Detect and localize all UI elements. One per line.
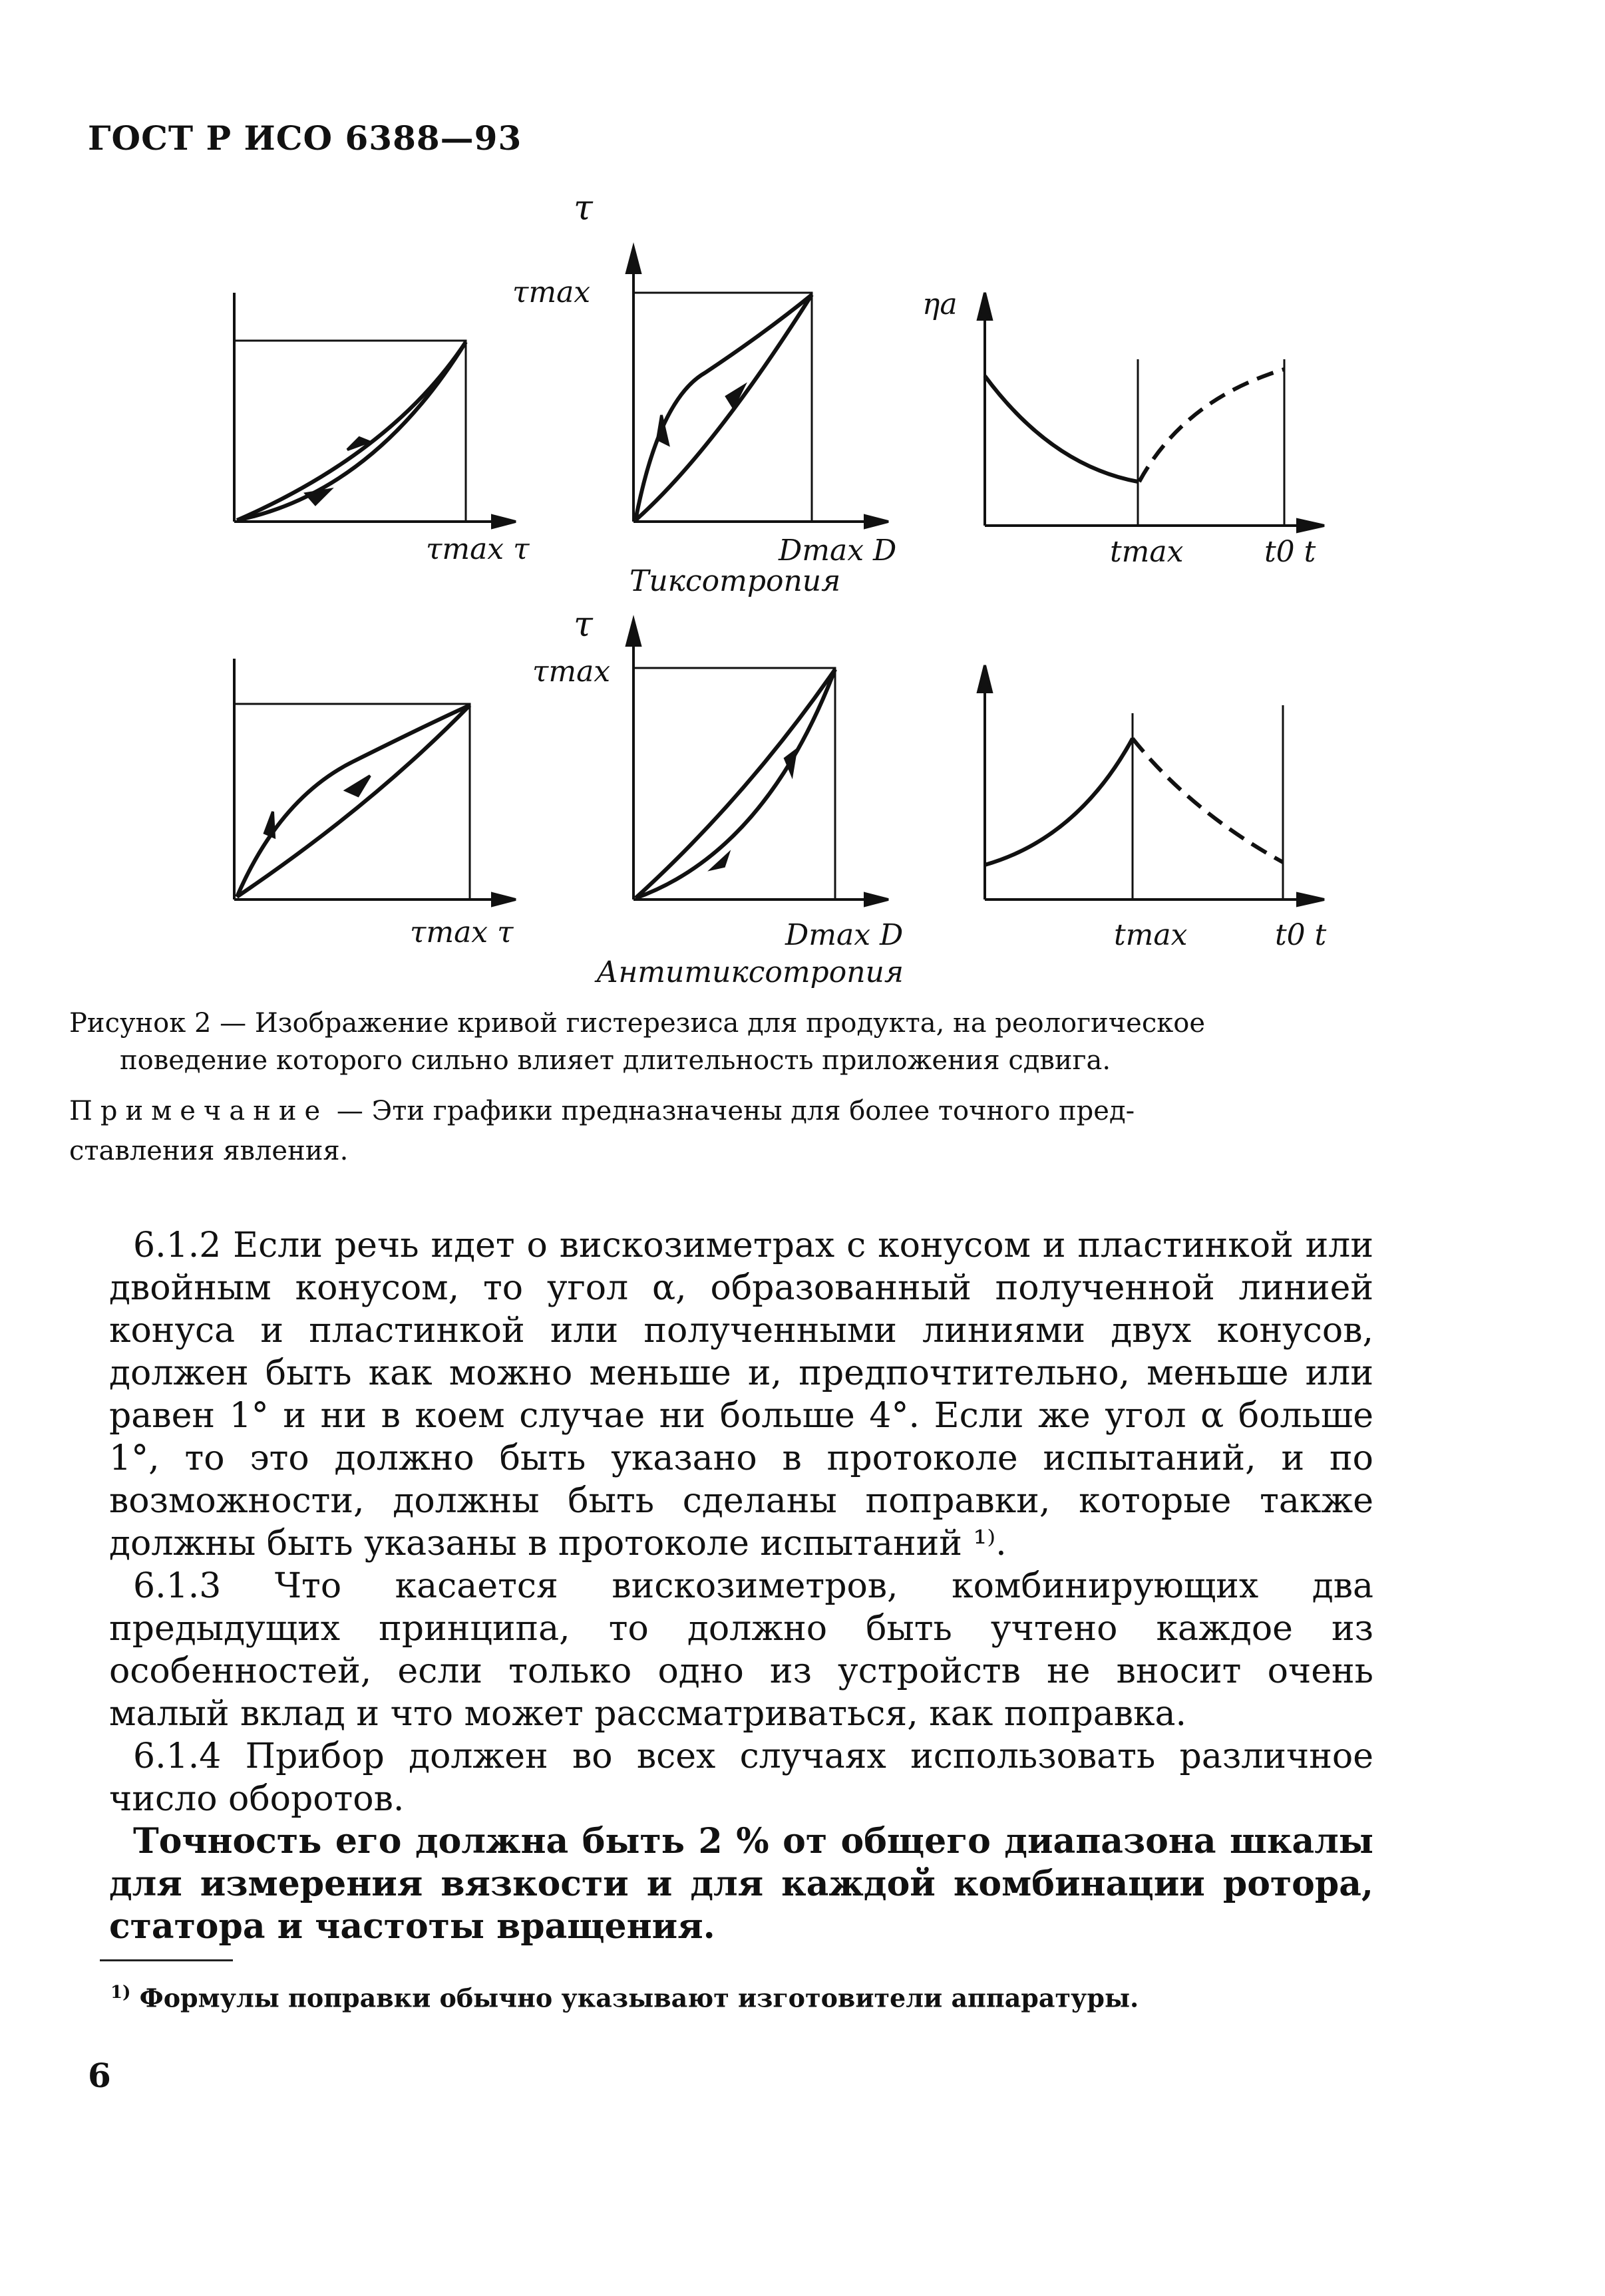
figure-note: [69, 1091, 1400, 1171]
document-header: ГОСТ Р ИСО 6388—93: [88, 118, 522, 158]
note-text-2: ставления явления.: [69, 1136, 349, 1166]
figure-caption: [69, 1005, 1553, 1079]
caption-line-2: поведение которого сильно влияет длительность приложения сдвига.: [120, 1045, 1111, 1076]
top-right-t0: t0 t: [1264, 535, 1316, 569]
top-mid-xlabel: Dmax D: [779, 534, 897, 568]
top-left-xlabel: τmax τ: [426, 532, 530, 566]
hysteresis-figure: [0, 0, 1605, 1011]
plot-top-mid: [627, 247, 888, 528]
footnote-marker: 1): [110, 1983, 131, 2003]
note-label: Примечание: [69, 1096, 329, 1126]
bottom-mid-ymax: τmax: [532, 655, 611, 689]
caption-line-1: Рисунок 2 — Изображение кривой гистерезиса для продукта, на реологическое: [69, 1008, 1205, 1039]
body-text: [109, 1224, 1373, 1948]
plot-bottom-right: [978, 665, 1324, 905]
top-right-tmax: tmax: [1110, 535, 1184, 569]
plot-top-right: [978, 293, 1324, 532]
plot-bottom-mid: [627, 620, 888, 905]
top-right-yaxis: ηa: [922, 287, 958, 321]
paragraph-6-1-4: 6.1.4 Прибор должен во всех случаях использовать различное число оборотов.: [109, 1736, 1373, 1819]
top-mid-ymax: τmax: [512, 275, 591, 309]
bottom-mid-xlabel: Dmax D: [785, 918, 904, 952]
note-text-1: — Эти графики предназначены для более точного пред-: [328, 1096, 1135, 1126]
top-mid-yaxis: τ: [574, 188, 593, 228]
footnote-separator: [100, 1959, 233, 1961]
page-number: 6: [88, 2056, 111, 2095]
row2-title: Антитиксотропия: [596, 955, 904, 989]
footnote-text: Формулы поправки обычно указывают изготовители аппаратуры.: [130, 1983, 1139, 2013]
footnote: [110, 1983, 1139, 2013]
bottom-left-xlabel: τmax τ: [410, 915, 514, 949]
paragraph-accuracy: Точность его должна быть 2 % от общего диапазона шкалы для измерения вязкости и для каждой комбинации ротора, статора и частоты вращения.: [109, 1821, 1373, 1947]
paragraph-6-1-2: 6.1.2 Если речь идет о вискозиметрах с конусом и пластинкой или двойным конусом, то угол α, образованный полученной линией конуса и пластинкой или полученными линиями двух конусов, должен быть как можно меньше и, предпочтительно, меньше или равен 1° и ни в коем случае ни больше 4°. Если же угол α больше 1°, то это должно быть указано в протоколе испытаний, и по возможности, должны быть сделаны поправки, которые также должны быть указаны в протоколе испытаний ¹⁾.: [109, 1226, 1373, 1563]
row1-title: Тиксотропия: [629, 564, 841, 598]
bottom-right-tmax: tmax: [1114, 918, 1188, 952]
plot-bottom-left: [234, 659, 516, 905]
bottom-mid-yaxis: τ: [574, 605, 593, 645]
paragraph-6-1-3: 6.1.3 Что касается вискозиметров, комбинирующих два предыдущих принципа, то должно быть учтено каждое из особенностей, если только одно из устройств не вносит очень малый вклад и что может рассматриваться, как поправка.: [109, 1566, 1373, 1734]
plot-top-left: [234, 293, 516, 528]
bottom-right-t0: t0 t: [1275, 918, 1327, 952]
